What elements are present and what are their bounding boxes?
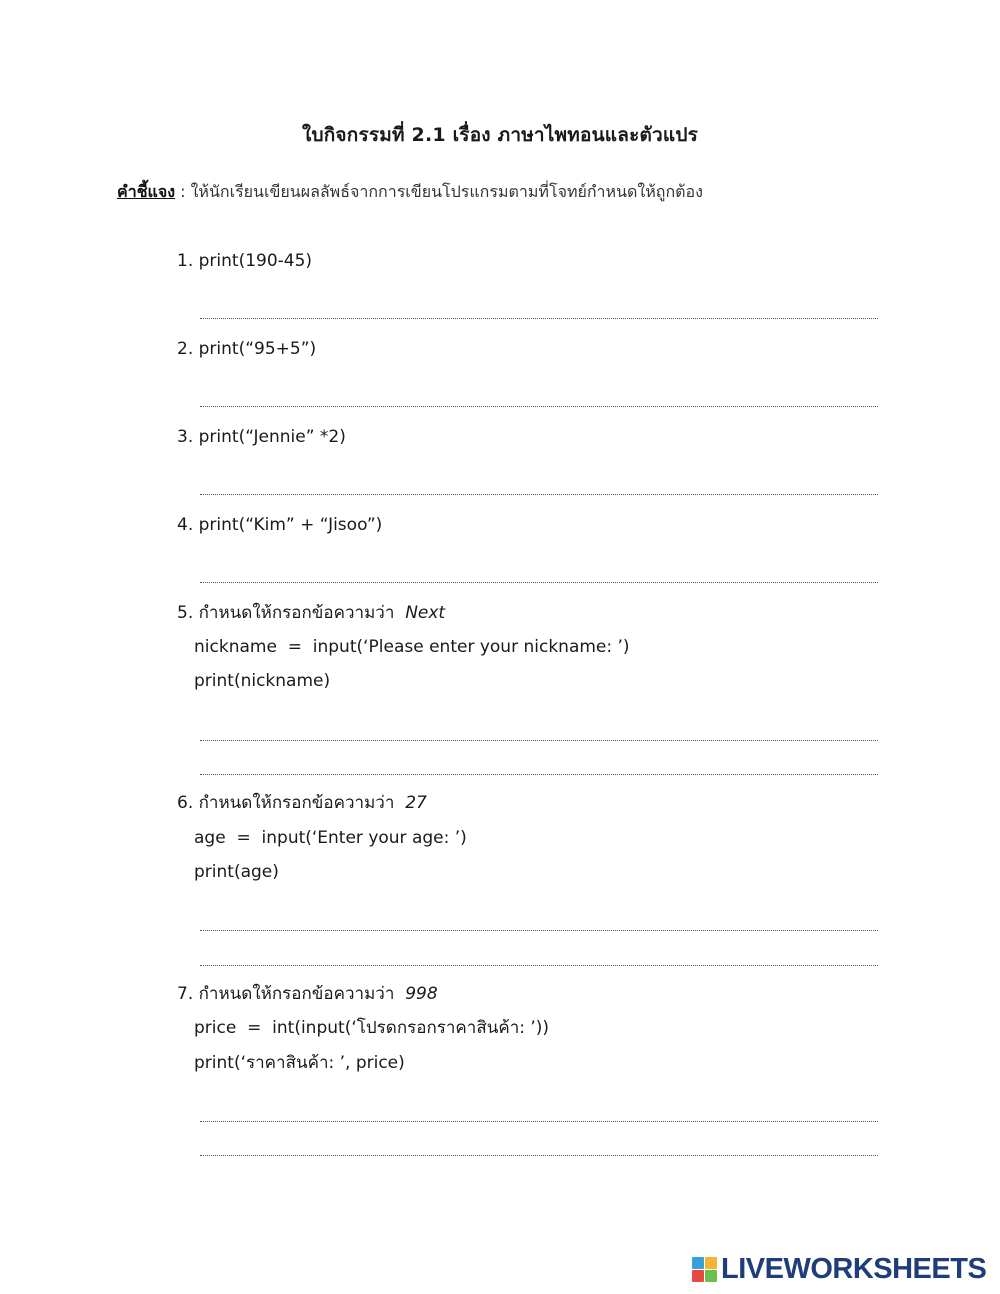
question-2: [177, 338, 316, 360]
liveworksheets-brand: [692, 1254, 986, 1284]
instruction-text: ให้นักเรียนเขียนผลลัพธ์จากการเขียนโปรแกรมตามที่โจทย์กำหนดให้ถูกต้อง: [190, 182, 703, 201]
answer-line-7a[interactable]: [200, 1121, 878, 1122]
question-number: 6.: [177, 793, 194, 813]
code-line: age = input(‘Enter your age: ’): [194, 828, 467, 848]
answer-line-7b[interactable]: [200, 1155, 878, 1156]
question-6: [177, 792, 427, 814]
question-3: [177, 426, 346, 448]
question-number: 4.: [177, 515, 194, 535]
question-4: [177, 514, 382, 536]
question-code: print(“Jennie” *2): [198, 427, 346, 447]
answer-line-6b[interactable]: [200, 965, 878, 966]
question-5: [177, 602, 445, 624]
brand-text: LIVEWORKSHEETS: [721, 1252, 987, 1285]
instruction-separator: :: [175, 182, 191, 201]
question-prompt: กำหนดให้กรอกข้อความว่า: [198, 603, 395, 623]
given-value: 998: [405, 984, 438, 1004]
code-line: print(nickname): [194, 671, 331, 691]
code-line: print(‘ราคาสินค้า: ’, price): [194, 1053, 405, 1073]
answer-line-4[interactable]: [200, 582, 878, 583]
given-value: 27: [405, 793, 427, 813]
question-prompt: กำหนดให้กรอกข้อความว่า: [198, 984, 395, 1004]
liveworksheets-logo-icon: [692, 1257, 717, 1282]
question-7: [177, 983, 438, 1005]
logo-square: [705, 1270, 717, 1282]
logo-square: [705, 1257, 717, 1269]
instruction: [117, 180, 703, 205]
question-code: print(190-45): [198, 251, 313, 271]
answer-line-1[interactable]: [200, 318, 878, 319]
code-line: nickname = input(‘Please enter your nickname: ’): [194, 637, 630, 657]
question-1: [177, 250, 312, 272]
given-value: Next: [405, 603, 446, 623]
code-line: print(age): [194, 862, 279, 882]
worksheet-title: ใบกิจกรรมที่ 2.1 เรื่อง ภาษาไพทอนและตัวแปร: [301, 124, 699, 146]
question-number: 3.: [177, 427, 194, 447]
logo-square: [692, 1270, 704, 1282]
question-number: 2.: [177, 339, 194, 359]
answer-line-2[interactable]: [200, 406, 878, 407]
question-code: print(“95+5”): [198, 339, 317, 359]
question-code: print(“Kim” + “Jisoo”): [198, 515, 383, 535]
question-number: 5.: [177, 603, 194, 623]
instruction-label: คำชี้แจง: [117, 182, 176, 201]
question-number: 1.: [177, 251, 194, 271]
answer-line-3[interactable]: [200, 494, 878, 495]
code-line: price = int(input(‘โปรดกรอกราคาสินค้า: ’)): [194, 1018, 550, 1038]
question-prompt: กำหนดให้กรอกข้อความว่า: [198, 793, 395, 813]
answer-line-6a[interactable]: [200, 930, 878, 931]
answer-line-5a[interactable]: [200, 740, 878, 741]
logo-square: [692, 1257, 704, 1269]
question-number: 7.: [177, 984, 194, 1004]
answer-line-5b[interactable]: [200, 774, 878, 775]
